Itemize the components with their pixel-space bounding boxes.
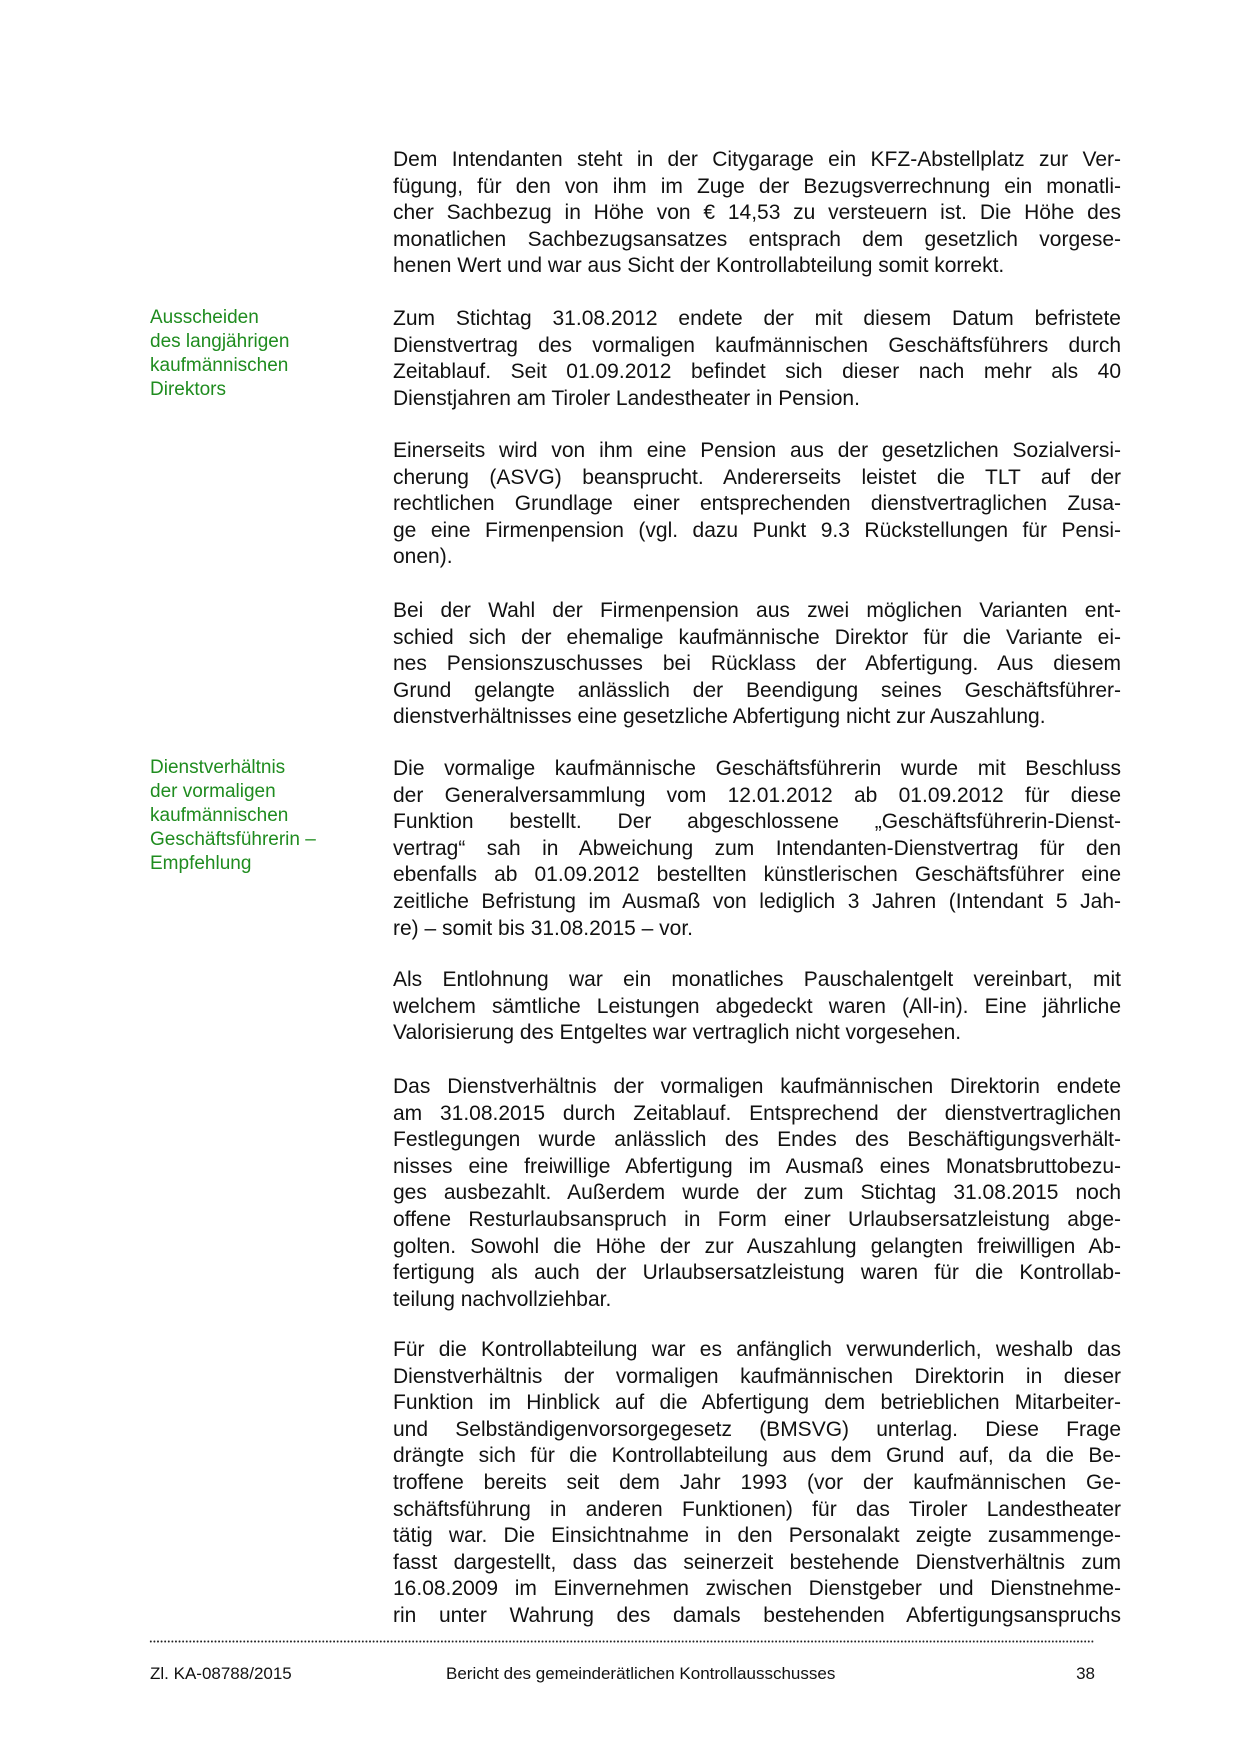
paragraph [393,1074,1121,1313]
footer-dotted-rule [149,1640,1095,1643]
text-line: Zeitablauf. Seit 01.09.2012 befindet sich dieser nach mehr als 40 [393,360,1121,384]
text-line: und Selbständigenvorsorgegesetz (BMSVG) unterlag. Diese Frage [393,1417,1121,1441]
text-line: Für die Kontrollabteilung war es anfänglich verwunderlich, weshalb das [393,1338,1121,1361]
text-line: Das Dienstverhältnis der vormaligen kaufmännischen Direktorin endete [393,1075,1121,1098]
text-line: Funktion bestellt. Der abgeschlossene „Geschäftsführerin-Dienst- [393,810,1121,834]
text-line: drängte sich für die Kontrollabteilung aus dem Grund auf, da die Be- [393,1444,1121,1468]
text-line: Bei der Wahl der Firmenpension aus zwei möglichen Varianten ent- [393,599,1121,622]
paragraph [393,967,1121,1047]
text-line: Valorisierung des Entgeltes war vertraglich nicht vorgesehen. [393,1021,962,1045]
footer-reference: Zl. KA-08788/2015 [150,1664,292,1683]
text-line: Grund gelangte anlässlich der Beendigung seines Geschäftsführer- [393,678,1121,702]
text-line: fertigung als auch der Urlaubsersatzleistung waren für die Kontrollab- [393,1261,1121,1285]
text-line: Festlegungen wurde anlässlich des Endes des Beschäftigungsverhält- [393,1128,1121,1152]
text-line: Dienstvertrag des vormaligen kaufmännischen Geschäftsführers durch [393,333,1121,357]
text-line: ebenfalls ab 01.09.2012 bestellten künstlerischen Geschäftsführer eine [393,863,1121,887]
paragraph [393,756,1121,942]
text-line: teilung nachvollziehbar. [393,1287,612,1311]
text-line: Dienstverhältnis der vormaligen kaufmännischen Direktorin in dieser [393,1364,1121,1388]
text-line: cher Sachbezug in Höhe von € 14,53 zu versteuern ist. Die Höhe des [393,201,1121,225]
text-line: offene Resturlaubsanspruch in Form einer Urlaubsersatzleistung abge- [393,1207,1121,1231]
text-line: schäftsführung in anderen Funktionen) für das Tiroler Landestheater [393,1497,1121,1521]
text-line: Die vormalige kaufmännische Geschäftsführerin wurde mit Beschluss [393,757,1121,780]
margin-heading-line: der vormaligen [150,781,276,803]
text-line: monatlichen Sachbezugsansatzes entsprach dem gesetzlich vorgese- [393,227,1121,251]
text-line: ges ausbezahlt. Außerdem wurde der zum Stichtag 31.08.2015 noch [393,1181,1121,1205]
margin-heading-line: kaufmännischen [150,805,289,827]
text-line: vertrag“ sah in Abweichung zum Intendanten-Dienstvertrag für den [393,836,1121,860]
margin-heading-line: Dienstverhältnis [150,757,286,778]
text-line: am 31.08.2015 durch Zeitablauf. Entsprechend der dienstvertraglichen [393,1101,1121,1125]
text-line: schied sich der ehemalige kaufmännische Direktor für die Variante ei- [393,625,1121,649]
text-line: zeitliche Befristung im Ausmaß von lediglich 3 Jahren (Intendant 5 Jah- [393,889,1121,913]
text-line: fasst dargestellt, dass das seinerzeit bestehende Dienstverhältnis zum [393,1550,1121,1574]
margin-heading-line: Empfehlung [150,853,252,875]
margin-heading-line: Direktors [150,379,227,401]
paragraph [393,1337,1121,1630]
text-line: onen). [393,545,453,569]
margin-heading-line: Ausscheiden [150,307,259,328]
margin-heading-line: des langjährigen [150,331,290,353]
text-line: cherung (ASVG) beansprucht. Andererseits leistet die TLT auf der [393,465,1121,489]
text-line: nisses eine freiwillige Abfertigung im Ausmaß eines Monatsbruttobezu- [393,1154,1121,1178]
text-line: nes Pensionszuschusses bei Rücklass der Abfertigung. Aus diesem [393,652,1121,676]
text-line: dienstverhältnisses eine gesetzliche Abfertigung nicht zur Auszahlung. [393,705,1046,729]
margin-heading [150,756,350,876]
text-line: Einerseits wird von ihm eine Pension aus der gesetzlichen Sozialversi- [393,439,1121,462]
text-line: fügung, für den von ihm im Zuge der Bezugsverrechnung ein monatli- [393,174,1121,198]
text-line: re) – somit bis 31.08.2015 – vor. [393,916,693,940]
margin-heading-line: Geschäftsführerin – [150,829,316,851]
text-line: Zum Stichtag 31.08.2012 endete der mit diesem Datum befristete [393,307,1121,330]
text-line: der Generalversammlung vom 12.01.2012 ab 01.09.2012 für diese [393,783,1121,807]
text-line: 16.08.2009 im Einvernehmen zwischen Dienstgeber und Dienstnehme- [393,1577,1121,1601]
text-line: troffene bereits seit dem Jahr 1993 (vor der kaufmännischen Ge- [393,1470,1121,1494]
paragraph [393,598,1121,731]
paragraph [393,306,1121,412]
text-line: Als Entlohnung war ein monatliches Pauschalentgelt vereinbart, mit [393,968,1121,991]
paragraph [393,438,1121,571]
margin-heading [150,306,350,402]
text-line: rin unter Wahrung des damals bestehenden Abfertigungsanspruchs [393,1603,1121,1627]
text-line: Dienstjahren am Tiroler Landestheater in Pension. [393,386,860,410]
text-line: rechtlichen Grundlage einer entsprechenden dienstvertraglichen Zusa- [393,492,1121,516]
text-line: ge eine Firmenpension (vgl. dazu Punkt 9.3 Rückstellungen für Pensi- [393,518,1121,542]
text-line: welchem sämtliche Leistungen abgedeckt waren (All-in). Eine jährliche [393,994,1121,1018]
text-line: henen Wert und war aus Sicht der Kontrollabteilung somit korrekt. [393,254,1005,278]
text-line: Funktion im Hinblick auf die Abfertigung dem betrieblichen Mitarbeiter- [393,1391,1121,1415]
margin-heading-line: kaufmännischen [150,355,289,377]
text-line: Dem Intendanten steht in der Citygarage ein KFZ-Abstellplatz zur Ver- [393,148,1121,171]
page-number: 38 [1076,1664,1095,1683]
paragraph [393,147,1121,280]
footer-title: Bericht des gemeinderätlichen Kontrollausschusses [446,1664,836,1683]
text-line: golten. Sowohl die Höhe der zur Auszahlung gelangten freiwilligen Ab- [393,1234,1121,1258]
text-line: tätig war. Die Einsichtnahme in den Personalakt zeigte zusammenge- [393,1524,1121,1548]
